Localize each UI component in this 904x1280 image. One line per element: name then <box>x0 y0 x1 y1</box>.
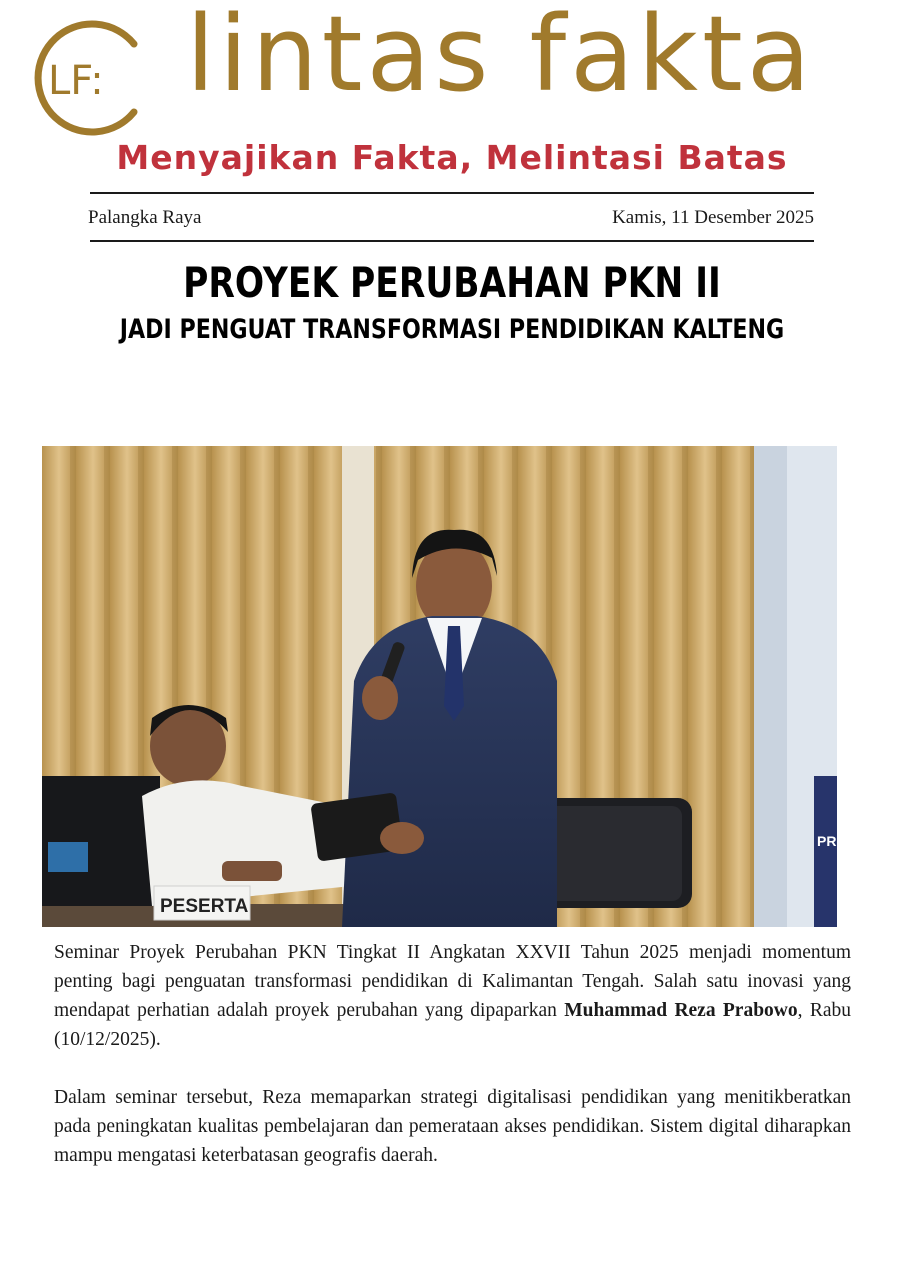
logo-initials: LF: <box>48 58 104 104</box>
subheadline: JADI PENGUAT TRANSFORMASI PENDIDIKAN KALTENG <box>119 314 785 345</box>
lf-logo-icon <box>26 14 154 142</box>
paragraph-1-end: , Rabu (10/12/2025). <box>54 1000 851 1050</box>
brand-name: lintas fakta <box>186 0 815 115</box>
bottom-divider <box>90 240 814 242</box>
masthead <box>0 0 904 190</box>
paragraph-1-text: Seminar Proyek Perubahan PKN Tingkat II Angkatan XXVII Tahun 2025 menjadi momentum penting bagi penguatan transformasi pendidikan di Kalimantan Tengah. Salah satu inovasi yang mendapat perhatian adalah proyek perubahan yang dipaparkan <box>54 942 851 1021</box>
dateline-city: Palangka Raya <box>88 207 202 228</box>
desk-sign: PESERTA <box>160 896 249 917</box>
article-photo <box>42 446 882 927</box>
paragraph-1 <box>54 938 851 1054</box>
person-name: Muhammad Reza Prabowo <box>564 1000 798 1021</box>
article-body <box>54 938 851 1199</box>
seminar-photo-illustration <box>42 446 882 927</box>
dateline-date: Kamis, 11 Desember 2025 <box>612 207 814 228</box>
top-divider <box>90 192 814 194</box>
tagline: Menyajikan Fakta, Melintasi Batas <box>116 138 788 177</box>
banner-text: PR PK TA <box>817 833 882 849</box>
paragraph-2: Dalam seminar tersebut, Reza memaparkan strategi digitalisasi pendidikan yang menitikberatkan pada peningkatan kualitas pembelajaran dan pemerataan akses pendidikan. Sistem digital diharapkan mampu mengatasi keterbatasan geografis daerah. <box>54 1087 851 1166</box>
headline: PROYEK PERUBAHAN PKN II <box>183 258 721 307</box>
